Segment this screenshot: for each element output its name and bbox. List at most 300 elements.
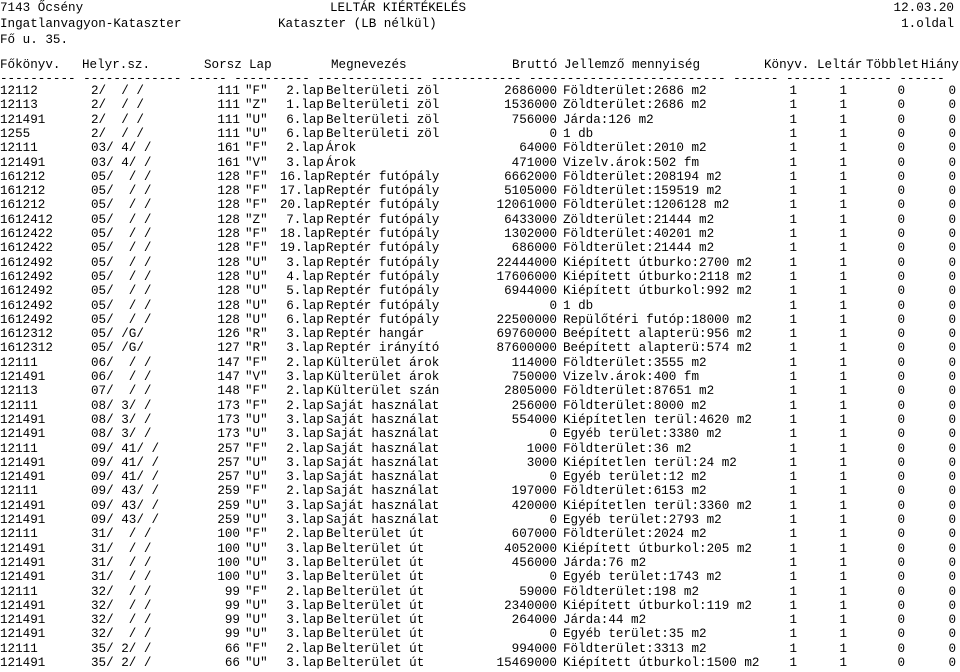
cell-tobblet: 0 <box>897 455 905 470</box>
cell-sorsz: 66 <box>224 656 240 670</box>
cell-leltar: 1 <box>839 312 847 327</box>
cell-brutto: 0 <box>549 513 557 527</box>
cell-jellemzo: Járda:44 m2 <box>563 613 647 628</box>
cell-fokonyv: 1612422 <box>0 227 53 241</box>
cell-hiany: 0 <box>948 384 956 399</box>
cell-megnevezes: Belterület út <box>326 584 425 599</box>
cell-helyrsz: 05/ / / <box>91 255 152 270</box>
cell-hiany: 0 <box>948 527 956 542</box>
cell-lap-number: 3.lap <box>286 255 324 270</box>
cell-megnevezes: Reptér futópály <box>326 284 440 299</box>
cell-fokonyv: 1612492 <box>0 269 53 284</box>
cell-lap-number: 2.lap <box>286 398 324 413</box>
cell-hiany: 0 <box>948 484 956 499</box>
cell-konyv: 1 <box>789 527 797 542</box>
cell-lap-number: 4.lap <box>286 269 324 284</box>
cell-sorsz: 161 <box>217 155 240 170</box>
cell-helyrsz: 06/ / / <box>91 355 152 370</box>
cell-konyv: 1 <box>789 498 797 513</box>
cell-leltar: 1 <box>839 398 847 413</box>
cell-tobblet: 0 <box>897 541 905 556</box>
cell-brutto: 87600000 <box>496 341 557 356</box>
cell-hiany: 0 <box>948 441 956 456</box>
cell-brutto: 6944000 <box>504 284 557 299</box>
cell-megnevezes: Reptér hangár <box>326 327 425 342</box>
cell-brutto: 114000 <box>511 355 557 370</box>
col-helyrsz: Helyr.sz. <box>82 58 151 72</box>
cell-megnevezes: Külterület árok <box>326 370 440 384</box>
cell-helyrsz: 31/ / / <box>91 541 152 556</box>
cell-tobblet: 0 <box>897 613 905 628</box>
cell-megnevezes: Saját használat <box>326 470 440 485</box>
cell-brutto: 2340000 <box>504 598 557 613</box>
cell-brutto: 2686000 <box>504 84 557 98</box>
cell-konyv: 1 <box>789 312 797 327</box>
cell-hiany: 0 <box>948 584 956 599</box>
cell-lap: "U" <box>245 126 268 141</box>
cell-helyrsz: 07/ / / <box>91 384 152 399</box>
cell-leltar: 1 <box>839 441 847 456</box>
cell-fokonyv: 121491 <box>0 513 46 527</box>
cell-megnevezes: Külterület árok <box>326 355 440 370</box>
cell-konyv: 1 <box>789 656 797 670</box>
cell-brutto: 0 <box>549 126 557 141</box>
cell-lap: "F" <box>245 484 268 499</box>
cell-konyv: 1 <box>789 513 797 527</box>
col-jellemzo: Jellemző mennyiség <box>564 58 701 72</box>
cell-megnevezes: Belterület út <box>326 570 425 585</box>
cell-hiany: 0 <box>948 212 956 227</box>
cell-konyv: 1 <box>789 613 797 628</box>
cell-leltar: 1 <box>839 327 847 342</box>
cell-megnevezes: Belterület út <box>326 641 425 656</box>
cell-tobblet: 0 <box>897 155 905 170</box>
cell-fokonyv: 12113 <box>0 98 38 113</box>
cell-sorsz: 128 <box>217 255 240 270</box>
cell-tobblet: 0 <box>897 212 905 227</box>
cell-lap-number: 2.lap <box>286 141 324 156</box>
cell-hiany: 0 <box>948 370 956 384</box>
cell-tobblet: 0 <box>897 513 905 527</box>
cell-leltar: 1 <box>839 555 847 570</box>
cell-helyrsz: 05/ / / <box>91 241 152 256</box>
cell-tobblet: 0 <box>897 498 905 513</box>
cell-jellemzo: Zöldterület:2686 m2 <box>563 98 707 113</box>
cell-jellemzo: Földterület:21444 m2 <box>563 241 715 256</box>
cell-leltar: 1 <box>839 584 847 599</box>
cell-konyv: 1 <box>789 198 797 213</box>
cell-sorsz: 147 <box>217 355 240 370</box>
cell-lap: "F" <box>245 198 268 213</box>
cell-tobblet: 0 <box>897 484 905 499</box>
cell-brutto: 264000 <box>511 613 557 628</box>
cell-fokonyv: 12111 <box>0 641 38 656</box>
cell-brutto: 0 <box>549 427 557 442</box>
cell-fokonyv: 121491 <box>0 613 46 628</box>
cell-sorsz: 128 <box>217 241 240 256</box>
header-line-1 <box>0 0 960 17</box>
cell-lap-number: 3.lap <box>286 513 324 527</box>
cell-fokonyv: 121491 <box>0 412 46 427</box>
cell-megnevezes: Árok <box>326 155 357 170</box>
cell-tobblet: 0 <box>897 355 905 370</box>
cell-lap: "F" <box>245 141 268 156</box>
cell-sorsz: 128 <box>217 312 240 327</box>
cell-konyv: 1 <box>789 441 797 456</box>
cell-sorsz: 128 <box>217 284 240 299</box>
cell-leltar: 1 <box>839 613 847 628</box>
cell-fokonyv: 161212 <box>0 198 46 213</box>
cell-jellemzo: Földterület:159519 m2 <box>563 184 722 199</box>
cell-hiany: 0 <box>948 470 956 485</box>
cell-jellemzo: Vizelv.árok:502 fm <box>563 155 700 170</box>
cell-lap: "U" <box>245 498 268 513</box>
cell-leltar: 1 <box>839 155 847 170</box>
cell-konyv: 1 <box>789 184 797 199</box>
cell-leltar: 1 <box>839 84 847 98</box>
cell-helyrsz: 35/ 2/ / <box>91 641 152 656</box>
cell-leltar: 1 <box>839 298 847 313</box>
cell-megnevezes: Saját használat <box>326 441 440 456</box>
cell-jellemzo: Kiépítetlen terül:4620 m2 <box>563 412 752 427</box>
cell-fokonyv: 1612492 <box>0 298 53 313</box>
cell-brutto: 686000 <box>511 241 557 256</box>
cell-jellemzo: Földterület:3555 m2 <box>563 355 707 370</box>
cell-lap-number: 3.lap <box>286 470 324 485</box>
cell-leltar: 1 <box>839 355 847 370</box>
cell-hiany: 0 <box>948 269 956 284</box>
cell-megnevezes: Reptér futópály <box>326 269 440 284</box>
cell-konyv: 1 <box>789 155 797 170</box>
cell-megnevezes: Árok <box>326 141 357 156</box>
cell-helyrsz: 09/ 41/ / <box>91 470 160 485</box>
cell-leltar: 1 <box>839 269 847 284</box>
cell-jellemzo: Földterület:87651 m2 <box>563 384 715 399</box>
cell-brutto: 2805000 <box>504 384 557 399</box>
cell-konyv: 1 <box>789 370 797 384</box>
cell-leltar: 1 <box>839 484 847 499</box>
cell-konyv: 1 <box>789 584 797 599</box>
cell-jellemzo: 1 db <box>563 298 594 313</box>
cell-helyrsz: 09/ 43/ / <box>91 513 160 527</box>
cell-hiany: 0 <box>948 541 956 556</box>
cell-brutto: 69760000 <box>496 327 557 342</box>
cell-megnevezes: Belterületi zöl <box>326 84 440 98</box>
cell-jellemzo: Egyéb terület:12 m2 <box>563 470 707 485</box>
cell-lap-number: 17.lap <box>280 184 326 199</box>
cell-brutto: 756000 <box>511 112 557 127</box>
cell-lap-number: 6.lap <box>286 126 324 141</box>
cell-hiany: 0 <box>948 398 956 413</box>
col-leltar: Leltár <box>817 58 863 72</box>
cell-fokonyv: 121491 <box>0 627 46 642</box>
cell-hiany: 0 <box>948 627 956 642</box>
cell-brutto: 994000 <box>511 641 557 656</box>
col-tobblet: Többlet <box>866 58 919 72</box>
cell-helyrsz: 05/ / / <box>91 184 152 199</box>
cell-hiany: 0 <box>948 84 956 98</box>
cell-jellemzo: Járda:76 m2 <box>563 555 647 570</box>
cell-hiany: 0 <box>948 341 956 356</box>
cell-brutto: 22444000 <box>496 255 557 270</box>
cell-tobblet: 0 <box>897 370 905 384</box>
col-fokonyv: Főkönyv. <box>0 58 61 72</box>
cell-brutto: 1302000 <box>504 227 557 241</box>
cell-megnevezes: Reptér futópály <box>326 298 440 313</box>
cell-sorsz: 259 <box>217 484 240 499</box>
cell-konyv: 1 <box>789 541 797 556</box>
cell-fokonyv: 121491 <box>0 455 46 470</box>
cell-brutto: 12061000 <box>496 198 557 213</box>
cell-megnevezes: Belterület út <box>326 527 425 542</box>
cell-tobblet: 0 <box>897 555 905 570</box>
cell-lap: "F" <box>245 241 268 256</box>
cell-lap: "U" <box>245 627 268 642</box>
cell-fokonyv: 12111 <box>0 584 38 599</box>
cell-tobblet: 0 <box>897 84 905 98</box>
cell-leltar: 1 <box>839 627 847 642</box>
cell-jellemzo: Beépített alapterü:574 m2 <box>563 341 752 356</box>
cell-leltar: 1 <box>839 227 847 241</box>
cell-konyv: 1 <box>789 627 797 642</box>
cell-jellemzo: Egyéb terület:3380 m2 <box>563 427 722 442</box>
cell-tobblet: 0 <box>897 169 905 184</box>
cell-helyrsz: 32/ / / <box>91 584 152 599</box>
cell-fokonyv: 121491 <box>0 570 46 585</box>
cell-jellemzo: Földterület:2010 m2 <box>563 141 707 156</box>
cell-fokonyv: 121491 <box>0 598 46 613</box>
cell-helyrsz: 31/ / / <box>91 555 152 570</box>
cell-konyv: 1 <box>789 484 797 499</box>
cell-helyrsz: 2/ / / <box>91 112 144 127</box>
cell-fokonyv: 1612422 <box>0 241 53 256</box>
cell-megnevezes: Saját használat <box>326 412 440 427</box>
cell-jellemzo: Földterület:2024 m2 <box>563 527 707 542</box>
cell-lap-number: 20.lap <box>280 198 326 213</box>
cell-lap-number: 3.lap <box>286 627 324 642</box>
cell-sorsz: 257 <box>217 441 240 456</box>
cell-hiany: 0 <box>948 155 956 170</box>
cell-jellemzo: Kiépített útburkol:1500 m2 <box>563 656 760 670</box>
cell-megnevezes: Belterület út <box>326 656 425 670</box>
cell-konyv: 1 <box>789 269 797 284</box>
cell-brutto: 3000 <box>526 455 557 470</box>
cell-brutto: 0 <box>549 298 557 313</box>
cell-jellemzo: Kiépítetlen terül:24 m2 <box>563 455 737 470</box>
cell-sorsz: 128 <box>217 298 240 313</box>
cell-lap-number: 3.lap <box>286 613 324 628</box>
cell-fokonyv: 12111 <box>0 441 38 456</box>
cell-konyv: 1 <box>789 255 797 270</box>
cell-helyrsz: 35/ 2/ / <box>91 656 152 670</box>
cell-hiany: 0 <box>948 126 956 141</box>
address: Fő u. 35. <box>0 33 69 47</box>
cell-megnevezes: Reptér futópály <box>326 227 440 241</box>
cell-lap-number: 2.lap <box>286 355 324 370</box>
cell-sorsz: 128 <box>217 227 240 241</box>
cell-konyv: 1 <box>789 298 797 313</box>
cell-lap-number: 3.lap <box>286 341 324 356</box>
cell-megnevezes: Belterületi zöl <box>326 126 440 141</box>
cell-lap: "F" <box>245 527 268 542</box>
cell-leltar: 1 <box>839 255 847 270</box>
cell-tobblet: 0 <box>897 298 905 313</box>
cell-lap: "U" <box>245 570 268 585</box>
cell-fokonyv: 161212 <box>0 169 46 184</box>
cell-lap-number: 2.lap <box>286 584 324 599</box>
cell-leltar: 1 <box>839 641 847 656</box>
cell-tobblet: 0 <box>897 198 905 213</box>
cell-lap-number: 18.lap <box>280 227 326 241</box>
cell-megnevezes: Reptér irányító <box>326 341 440 356</box>
cell-konyv: 1 <box>789 241 797 256</box>
cell-megnevezes: Reptér futópály <box>326 255 440 270</box>
cell-hiany: 0 <box>948 513 956 527</box>
cell-megnevezes: Külterület szán <box>326 384 440 399</box>
cell-lap-number: 3.lap <box>286 427 324 442</box>
cell-leltar: 1 <box>839 427 847 442</box>
cell-sorsz: 128 <box>217 198 240 213</box>
cell-jellemzo: Kiépítetlen terül:3360 m2 <box>563 498 752 513</box>
cell-konyv: 1 <box>789 412 797 427</box>
cell-sorsz: 111 <box>217 126 240 141</box>
cell-fokonyv: 12111 <box>0 484 38 499</box>
col-brutto: Bruttó <box>512 58 558 72</box>
cell-sorsz: 128 <box>217 184 240 199</box>
cell-hiany: 0 <box>948 227 956 241</box>
cell-brutto: 0 <box>549 627 557 642</box>
cell-jellemzo: Kiépített útburkol:119 m2 <box>563 598 752 613</box>
cell-tobblet: 0 <box>897 641 905 656</box>
cell-leltar: 1 <box>839 98 847 113</box>
cell-megnevezes: Saját használat <box>326 498 440 513</box>
cell-lap: "F" <box>245 169 268 184</box>
cell-brutto: 6433000 <box>504 212 557 227</box>
cell-lap-number: 6.lap <box>286 312 324 327</box>
cell-brutto: 1536000 <box>504 98 557 113</box>
cell-sorsz: 99 <box>224 613 240 628</box>
cell-jellemzo: Földterület:3313 m2 <box>563 641 707 656</box>
cell-helyrsz: 32/ / / <box>91 598 152 613</box>
cell-lap-number: 2.lap <box>286 441 324 456</box>
cell-leltar: 1 <box>839 184 847 199</box>
cell-fokonyv: 1612492 <box>0 312 53 327</box>
cell-lap-number: 5.lap <box>286 284 324 299</box>
cell-lap: "U" <box>245 412 268 427</box>
cell-brutto: 15469000 <box>496 656 557 670</box>
cell-sorsz: 100 <box>217 527 240 542</box>
cell-hiany: 0 <box>948 327 956 342</box>
cell-sorsz: 147 <box>217 370 240 384</box>
cell-sorsz: 100 <box>217 555 240 570</box>
table-row <box>0 655 960 672</box>
cell-fokonyv: 121491 <box>0 112 46 127</box>
cell-brutto: 256000 <box>511 398 557 413</box>
cell-brutto: 471000 <box>511 155 557 170</box>
cell-sorsz: 148 <box>217 384 240 399</box>
cell-helyrsz: 08/ 3/ / <box>91 427 152 442</box>
cell-jellemzo: Zöldterület:21444 m2 <box>563 212 715 227</box>
cell-lap-number: 6.lap <box>286 112 324 127</box>
cell-brutto: 22500000 <box>496 312 557 327</box>
cell-fokonyv: 121491 <box>0 370 46 384</box>
cell-fokonyv: 121491 <box>0 541 46 556</box>
cell-lap-number: 3.lap <box>286 570 324 585</box>
cell-helyrsz: 2/ / / <box>91 84 144 98</box>
cell-lap-number: 3.lap <box>286 412 324 427</box>
col-lap: Lap <box>249 58 272 72</box>
cell-megnevezes: Reptér futópály <box>326 169 440 184</box>
cell-jellemzo: 1 db <box>563 126 594 141</box>
cell-helyrsz: 06/ / / <box>91 370 152 384</box>
cell-megnevezes: Reptér futópály <box>326 184 440 199</box>
cell-konyv: 1 <box>789 112 797 127</box>
cell-leltar: 1 <box>839 455 847 470</box>
cell-lap: "V" <box>245 370 268 384</box>
cell-jellemzo: Földterület:8000 m2 <box>563 398 707 413</box>
cell-megnevezes: Reptér futópály <box>326 241 440 256</box>
report-title: LELTÁR KIÉRTÉKELÉS <box>330 1 467 15</box>
cell-helyrsz: 05/ / / <box>91 284 152 299</box>
cell-leltar: 1 <box>839 212 847 227</box>
cell-helyrsz: 08/ 3/ / <box>91 412 152 427</box>
cell-konyv: 1 <box>789 126 797 141</box>
cell-tobblet: 0 <box>897 441 905 456</box>
cell-fokonyv: 1612492 <box>0 255 53 270</box>
cell-helyrsz: 32/ / / <box>91 627 152 642</box>
cell-jellemzo: Beépített alapterü:956 m2 <box>563 327 752 342</box>
cell-konyv: 1 <box>789 427 797 442</box>
cell-megnevezes: Saját használat <box>326 427 440 442</box>
cell-helyrsz: 05/ / / <box>91 269 152 284</box>
cell-tobblet: 0 <box>897 412 905 427</box>
cell-lap-number: 6.lap <box>286 298 324 313</box>
cell-konyv: 1 <box>789 355 797 370</box>
cell-leltar: 1 <box>839 284 847 299</box>
cell-leltar: 1 <box>839 570 847 585</box>
cell-fokonyv: 12112 <box>0 84 38 98</box>
cell-sorsz: 111 <box>217 98 240 113</box>
cell-fokonyv: 1612312 <box>0 327 53 342</box>
cell-hiany: 0 <box>948 98 956 113</box>
cell-lap-number: 3.lap <box>286 555 324 570</box>
cell-megnevezes: Saját használat <box>326 484 440 499</box>
cell-sorsz: 161 <box>217 141 240 156</box>
report-date: 12.03.20 <box>893 1 954 15</box>
cell-helyrsz: 05/ / / <box>91 169 152 184</box>
cell-lap: "V" <box>245 155 268 170</box>
cell-konyv: 1 <box>789 455 797 470</box>
cell-sorsz: 173 <box>217 412 240 427</box>
cell-fokonyv: 121491 <box>0 555 46 570</box>
cell-sorsz: 111 <box>217 84 240 98</box>
cell-tobblet: 0 <box>897 470 905 485</box>
cell-konyv: 1 <box>789 341 797 356</box>
cell-sorsz: 100 <box>217 541 240 556</box>
cell-sorsz: 66 <box>224 641 240 656</box>
cell-tobblet: 0 <box>897 241 905 256</box>
cell-helyrsz: 2/ / / <box>91 126 144 141</box>
cell-lap-number: 3.lap <box>286 327 324 342</box>
cell-lap: "U" <box>245 284 268 299</box>
header-line-2 <box>0 16 960 33</box>
cell-hiany: 0 <box>948 241 956 256</box>
cell-brutto: 197000 <box>511 484 557 499</box>
cell-sorsz: 173 <box>217 427 240 442</box>
cell-fokonyv: 121491 <box>0 656 46 670</box>
cell-lap: "R" <box>245 341 268 356</box>
cell-megnevezes: Saját használat <box>326 398 440 413</box>
